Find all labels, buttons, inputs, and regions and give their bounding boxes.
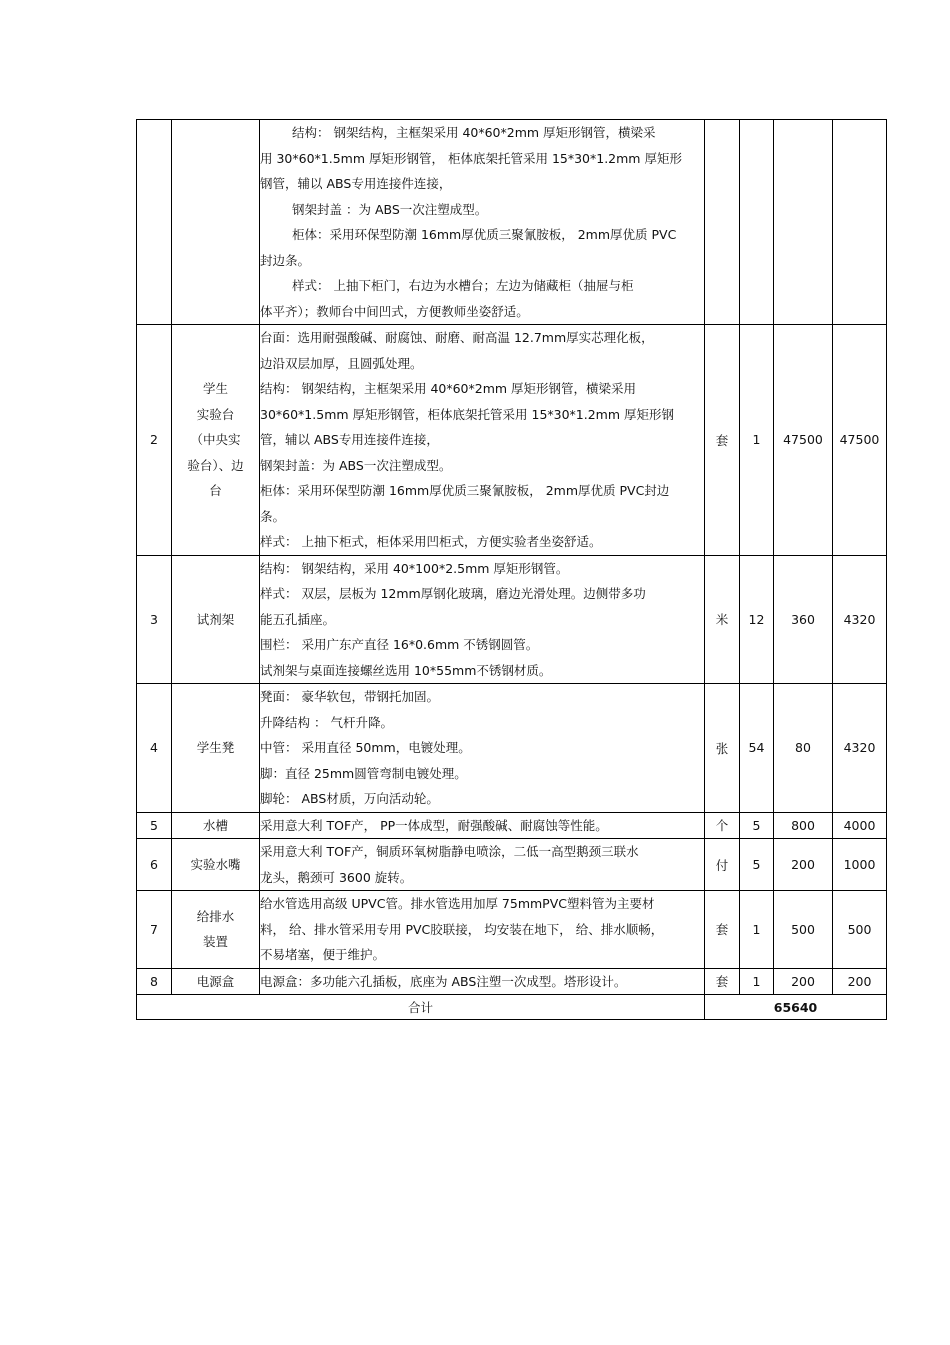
item-unit-price [774,120,833,325]
desc-line: 结构： 钢架结构，主框架采用 40*60*2mm 厚矩形钢管，横梁采用 [260,381,637,396]
item-total: 500 [833,891,887,969]
item-name-line: （中央实 [190,432,241,447]
item-description [260,555,705,684]
item-unit-price: 47500 [774,325,833,556]
item-unit-price: 360 [774,555,833,684]
desc-line: 管，辅以 ABS专用连接件连接， [260,432,439,447]
item-name [172,325,260,556]
table-row [137,555,887,684]
item-unit: 米 [705,555,740,684]
item-unit-price: 200 [774,968,833,995]
item-unit-price: 500 [774,891,833,969]
table-row [137,684,887,813]
item-total: 4320 [833,555,887,684]
item-unit: 套 [705,968,740,995]
desc-line: 30*60*1.5mm 厚矩形钢管，柜体底架托管采用 15*30*1.2mm 厚矩形钢 [260,406,675,422]
desc-line: 结构： 钢架结构，主框架采用 40*60*2mm 厚矩形钢管，横梁采 [292,125,656,140]
item-total: 1000 [833,839,887,891]
desc-line: 凳面： 豪华软包，带钢托加固。 [260,689,439,704]
row-number: 6 [137,839,172,891]
row-number: 5 [137,812,172,839]
table-row [137,891,887,969]
item-name-line: 学生凳 [196,740,235,755]
row-number: 3 [137,555,172,684]
item-unit: 个 [705,812,740,839]
item-total: 4320 [833,684,887,813]
desc-line: 用 30*60*1.5mm 厚矩形钢管， 柜体底架托管采用 15*30*1.2mm 厚矩形 [260,150,682,166]
row-number: 4 [137,684,172,813]
item-description [260,839,705,891]
desc-line: 采用意大利 TOF产，铜质环氧树脂静电喷涂，二低一高型鹅颈三联水 [260,844,639,859]
item-name-line: 台 [209,483,222,498]
row-number: 2 [137,325,172,556]
item-quantity [740,120,774,325]
desc-line: 采用意大利 TOF产， PP一体成型，耐强酸碱、耐腐蚀等性能。 [260,817,608,833]
desc-line: 边沿双层加厚，且圆弧处理。 [260,355,423,371]
item-unit: 套 [705,325,740,556]
item-name-line: 实验水嘴 [190,856,241,872]
item-description [260,684,705,813]
desc-line: 柜体：采用环保型防潮 16mm厚优质三聚氰胺板， 2mm厚优质 PVC [292,227,677,242]
item-name [172,120,260,325]
desc-line: 台面：选用耐强酸碱、耐腐蚀、耐磨、耐高温 12.7mm厚实芯理化板， [260,330,654,345]
item-name-line: 试剂架 [196,611,235,627]
item-total: 4000 [833,812,887,839]
desc-line: 钢架封盖 ：为 ABS一次注塑成型。 [292,201,488,217]
item-unit: 张 [705,684,740,813]
desc-line: 柜体：采用环保型防潮 16mm厚优质三聚氰胺板， 2mm厚优质 PVC封边 [260,483,670,498]
item-total [833,120,887,325]
item-quantity: 54 [740,684,774,813]
item-name-line: 装置 [202,934,228,950]
item-quantity: 12 [740,555,774,684]
item-unit-price: 200 [774,839,833,891]
desc-line: 脚：直径 25mm圆管弯制电镀处理。 [260,765,467,781]
item-total: 47500 [833,325,887,556]
item-quantity: 5 [740,839,774,891]
desc-line: 龙头，鹅颈可 3600 旋转。 [260,869,413,885]
item-quantity: 5 [740,812,774,839]
total-value: 65640 [705,995,887,1020]
desc-line: 给水管选用高级 UPVC管。排水管选用加厚 75mmPVC塑料管为主要材 [260,896,655,911]
item-description [260,968,705,995]
table-body [137,120,887,1020]
item-description [260,891,705,969]
desc-line: 能五孔插座。 [260,611,336,627]
item-name [172,839,260,891]
item-name-line: 电源盒 [196,973,235,989]
item-name-line: 学生 [202,381,228,396]
desc-line: 封边条。 [260,252,311,268]
table-row [137,120,887,325]
item-name-line: 水槽 [202,817,228,833]
table-row [137,839,887,891]
table-row [137,325,887,556]
item-unit-price: 80 [774,684,833,813]
row-number [137,120,172,325]
item-name-line: 验台）、边 [187,457,244,473]
desc-line: 试剂架与桌面连接螺丝选用 10*55mm不锈钢材质。 [260,662,552,678]
table-row [137,968,887,995]
desc-line: 中管： 采用直径 50mm，电镀处理。 [260,740,471,755]
item-unit [705,120,740,325]
desc-line: 不易堵塞，便于维护。 [260,947,386,962]
item-quantity: 1 [740,325,774,556]
desc-line: 体平齐）；教师台中间凹式，方便教师坐姿舒适。 [260,303,529,319]
item-name [172,891,260,969]
desc-line: 升降结构 ： 气杆升降。 [260,714,393,730]
desc-line: 围栏： 采用广东产直径 16*0.6mm 不锈钢圆管。 [260,637,539,652]
item-name-line: 实验台 [196,406,235,422]
desc-line: 条。 [260,508,286,524]
total-row [137,995,887,1020]
desc-line: 样式： 上抽下柜门，右边为水槽台；左边为储藏柜（抽屉与柜 [292,278,634,293]
table-row [137,812,887,839]
equipment-spec-table [136,119,887,1020]
desc-line: 样式： 上抽下柜式，柜体采用凹柜式，方便实验者坐姿舒适。 [260,534,602,549]
item-description [260,120,705,325]
item-total: 200 [833,968,887,995]
desc-line: 钢管，辅以 ABS专用连接件连接， [260,176,452,191]
desc-line: 结构： 钢架结构，采用 40*100*2.5mm 厚矩形钢管。 [260,560,569,576]
item-quantity: 1 [740,891,774,969]
item-name [172,968,260,995]
item-name [172,684,260,813]
item-quantity: 1 [740,968,774,995]
total-label: 合计 [137,995,705,1020]
desc-line: 脚轮： ABS材质，万向活动轮。 [260,791,439,806]
item-name [172,812,260,839]
item-name-line: 给排水 [196,908,235,924]
item-name [172,555,260,684]
desc-line: 钢架封盖：为 ABS一次注塑成型。 [260,457,452,473]
desc-line: 料， 给、排水管采用专用 PVC胶联接， 均安装在地下， 给、排水顺畅， [260,921,664,937]
desc-line: 电源盒：多功能六孔插板，底座为 ABS注塑一次成型。塔形设计。 [260,973,627,989]
desc-line: 样式： 双层，层板为 12mm厚钢化玻璃，磨边光滑处理。边侧带多功 [260,586,646,601]
item-unit-price: 800 [774,812,833,839]
item-unit: 套 [705,891,740,969]
item-unit: 付 [705,839,740,891]
row-number: 7 [137,891,172,969]
row-number: 8 [137,968,172,995]
item-description [260,325,705,556]
item-description [260,812,705,839]
